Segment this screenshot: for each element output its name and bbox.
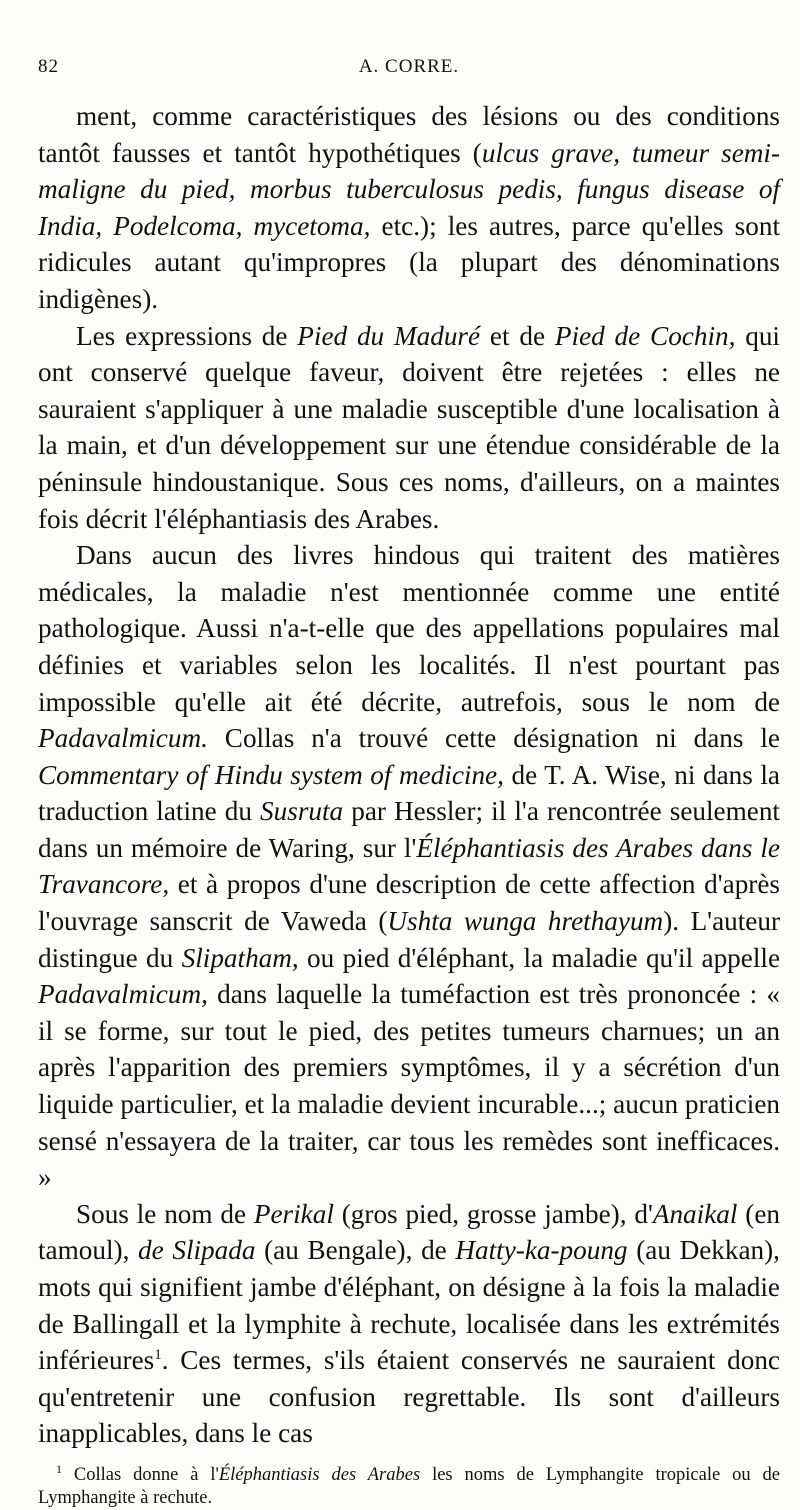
italic-run: Éléphantiasis des Arabes dans le Travancore, (38, 832, 780, 900)
text-run: etc.); les autres, parce qu'elles sont ridicules autant qu'impropres (la plupart des dénominations indigènes). (38, 210, 780, 314)
paragraph-3 (38, 537, 780, 1196)
italic-run: ulcus grave, tumeur semi-maligne du pied, morbus tuberculosus pedis, fungus disease of India, Podelcoma, mycetoma, (38, 137, 781, 241)
body-text (38, 98, 780, 1452)
running-title: A. CORRE. (358, 56, 460, 77)
paragraph-4 (38, 1196, 780, 1452)
footnote-1 (38, 1461, 780, 1510)
text-run: par Hessler; il l'a rencontrée seulement dans un mémoire de Waring, sur l' (38, 796, 780, 863)
italic-run: Padavalmicum, (38, 979, 208, 1010)
italic-run: Commentary of Hindu system of medicine, (38, 759, 504, 790)
text-run: et de (480, 320, 555, 351)
italic-run: Éléphantiasis des Arabes (218, 1464, 421, 1485)
text-run: (gros pied, grosse jambe), d' (333, 1198, 653, 1229)
italic-run: Hatty-ka-poung (455, 1235, 628, 1266)
text-run: et à propos d'une description de cette affection d'après l'ouvrage sanscrit de Vaweda ( (38, 869, 780, 937)
text-run: les noms de Lymphangite tropicale ou de Lymphangite à rechute. (38, 1464, 780, 1508)
text-run: Collas n'a trouvé cette désignation ni dans le (207, 723, 780, 754)
text-run: Collas donne à l' (62, 1464, 219, 1485)
footnote-mark: 1 (56, 1461, 62, 1476)
text-run: . Ces termes, s'ils étaient conservés ne sauraient donc qu'entretenir une confusion regrettable. Ils sont d'ailleurs inapplicables, dans le cas (38, 1345, 780, 1449)
text-run: dans laquelle la tuméfaction est très prononcée : « il se forme, sur tout le pied, des petites tumeurs charnues; un an après l'apparition des premiers symptômes, il y a sécrétion d'un liquide particulier, et la maladie devient incurable...; aucun praticien sensé n'essayera de la traiter, car tous les remèdes sont inefficaces. » (38, 979, 780, 1193)
italic-run: Ushta wunga hrethayum (387, 906, 664, 937)
page-number: 82 (38, 56, 59, 77)
text-run: qui ont conservé quelque faveur, doivent être rejetées : elles ne sauraient s'appliquer à une maladie susceptible d'une localisation à la main, et d'un développement sur une étendue considérable de la péninsule hindoustanique. Sous ces noms, d'ailleurs, on a maintes fois décrit l'éléphantiasis des Arabes. (38, 320, 780, 534)
italic-run: Pied du Maduré (297, 320, 481, 351)
text-run: Sous le nom de (76, 1198, 254, 1229)
text-run: Dans aucun des livres hindous qui traitent des matières médicales, la maladie n'est mentionnée comme une entité pathologique. Aussi n'a-t-elle que des appellations populaires mal définies et variables selon les localités. Il n'est pourtant pas impossible qu'elle ait été décrite, autrefois, sous le nom de (38, 540, 780, 717)
text-run: (au Dekkan), mots qui signifient jambe d'éléphant, on désigne à la fois la maladie de Ballingall et la lymphite à rechute, localisée dans les extrémités inférieures (38, 1235, 780, 1376)
italic-run: Padavalmicum. (38, 723, 208, 754)
text-run: (en tamoul), (38, 1198, 780, 1266)
italic-run: Perikal (253, 1198, 334, 1229)
paragraph-1 (38, 98, 780, 318)
italic-run: de Slipada (138, 1235, 256, 1266)
footnote (38, 1461, 780, 1510)
italic-run: Susruta (260, 796, 344, 827)
running-header (38, 56, 780, 96)
text-run: (au Bengale), de (255, 1235, 456, 1266)
italic-run: Anaikal (652, 1198, 738, 1229)
text-run: ou pied d'éléphant, la maladie qu'il appelle (298, 942, 781, 973)
text-run: ment, comme caractéristiques des lésions ou des conditions tantôt fausses et tantôt hypothétiques ( (38, 101, 780, 168)
text-run: Les expressions de (76, 320, 298, 351)
text-run: de T. A. Wise, ni dans la traduction latine du (38, 759, 780, 827)
paragraph-2 (38, 318, 780, 538)
text-run: ). L'auteur distingue du (38, 906, 781, 973)
italic-run: Pied de Cochin, (554, 320, 736, 351)
footnote-reference[interactable]: 1 (154, 1347, 162, 1364)
book-page (38, 0, 780, 1510)
italic-run: Slipatham, (181, 942, 299, 973)
